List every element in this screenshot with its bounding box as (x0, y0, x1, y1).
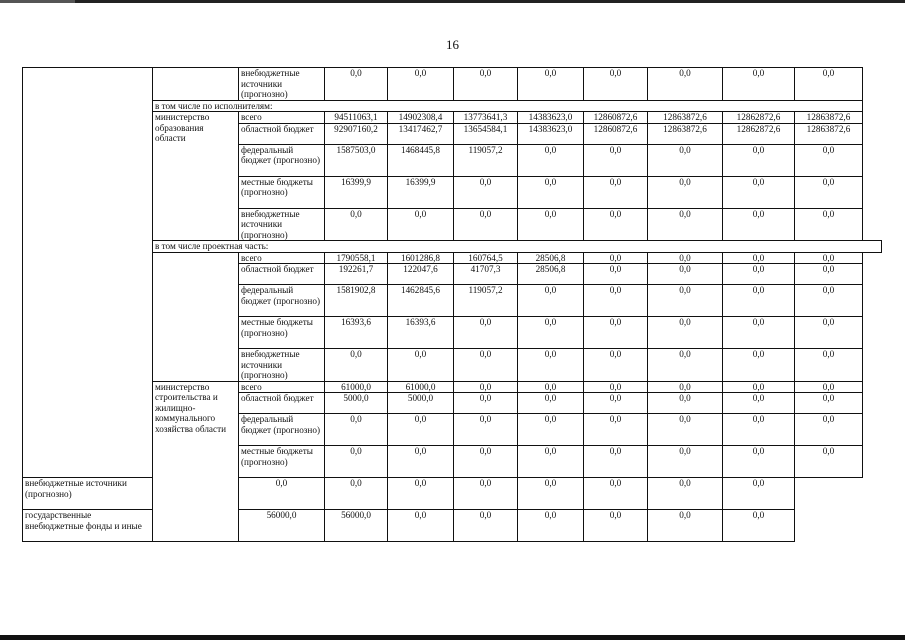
source-label: федеральный бюджет (прогнозно) (239, 414, 325, 446)
value-cell: 0,0 (584, 208, 648, 241)
value-cell: 0,0 (388, 68, 454, 101)
section-executors: в том числе по исполнителям: (153, 100, 863, 112)
value-cell: 0,0 (584, 510, 648, 542)
value-cell: 0,0 (388, 414, 454, 446)
value-cell: 0,0 (723, 446, 795, 478)
budget-table-body (23, 68, 882, 542)
top-border-mark (0, 0, 75, 3)
value-cell: 1790558,1 (325, 252, 388, 264)
value-cell: 0,0 (518, 285, 584, 317)
value-cell: 0,0 (518, 208, 584, 241)
org-project-blank (153, 252, 239, 381)
value-cell: 0,0 (454, 446, 518, 478)
org-ministry-construction: министерство строительства и жилищно-коммунального хозяйства области (153, 381, 239, 542)
value-cell: 0,0 (795, 264, 863, 285)
value-cell: 0,0 (723, 252, 795, 264)
value-cell: 0,0 (795, 285, 863, 317)
value-cell: 0,0 (584, 68, 648, 101)
table-row (23, 68, 882, 101)
value-cell: 0,0 (454, 176, 518, 208)
value-cell: 0,0 (723, 264, 795, 285)
value-cell: 41707,3 (454, 264, 518, 285)
value-cell: 1462845,6 (388, 285, 454, 317)
value-cell: 0,0 (518, 144, 584, 176)
page-number: 16 (446, 37, 459, 52)
value-cell: 0,0 (454, 414, 518, 446)
value-cell: 0,0 (648, 446, 723, 478)
value-cell: 16399,9 (325, 176, 388, 208)
value-cell: 12862872,6 (723, 123, 795, 144)
value-cell: 0,0 (325, 349, 388, 382)
value-cell: 56000,0 (239, 510, 325, 542)
value-cell: 56000,0 (325, 510, 388, 542)
value-cell: 0,0 (723, 68, 795, 101)
value-cell: 0,0 (518, 510, 584, 542)
value-cell: 0,0 (584, 478, 648, 510)
value-cell: 0,0 (648, 478, 723, 510)
value-cell: 0,0 (454, 393, 518, 414)
value-cell: 0,0 (795, 317, 863, 349)
value-cell: 0,0 (584, 446, 648, 478)
value-cell: 0,0 (723, 393, 795, 414)
value-cell: 0,0 (388, 446, 454, 478)
value-cell: 0,0 (795, 176, 863, 208)
value-cell: 0,0 (648, 208, 723, 241)
value-cell: 0,0 (325, 68, 388, 101)
value-cell: 0,0 (648, 264, 723, 285)
blank-org-cell (153, 68, 239, 101)
value-cell: 0,0 (723, 144, 795, 176)
value-cell: 119057,2 (454, 285, 518, 317)
source-label: внебюджетные источники (прогнозно) (239, 208, 325, 241)
value-cell: 0,0 (518, 68, 584, 101)
value-cell: 14383623,0 (518, 112, 584, 124)
value-cell: 0,0 (388, 510, 454, 542)
value-cell: 1601286,8 (388, 252, 454, 264)
value-cell: 0,0 (325, 208, 388, 241)
value-cell: 0,0 (454, 208, 518, 241)
source-label: федеральный бюджет (прогнозно) (239, 285, 325, 317)
value-cell: 28506,8 (518, 252, 584, 264)
value-cell: 0,0 (584, 317, 648, 349)
value-cell: 0,0 (795, 393, 863, 414)
value-cell: 1587503,0 (325, 144, 388, 176)
value-cell: 12863872,6 (795, 123, 863, 144)
value-cell: 0,0 (584, 252, 648, 264)
value-cell: 0,0 (795, 208, 863, 241)
value-cell: 0,0 (454, 510, 518, 542)
value-cell: 0,0 (723, 478, 795, 510)
value-cell: 0,0 (648, 252, 723, 264)
source-label: местные бюджеты (прогнозно) (239, 317, 325, 349)
source-label: внебюджетные источники (прогнозно) (23, 478, 153, 510)
value-cell: 0,0 (454, 478, 518, 510)
value-cell: 14383623,0 (518, 123, 584, 144)
value-cell: 0,0 (795, 381, 863, 393)
value-cell: 0,0 (723, 381, 795, 393)
value-cell: 94511063,1 (325, 112, 388, 124)
value-cell: 12863872,6 (795, 112, 863, 124)
value-cell: 5000,0 (388, 393, 454, 414)
budget-table (22, 67, 882, 542)
value-cell: 0,0 (584, 285, 648, 317)
value-cell: 28506,8 (518, 264, 584, 285)
value-cell: 0,0 (454, 68, 518, 101)
value-cell: 0,0 (795, 349, 863, 382)
top-border-line (0, 0, 905, 3)
value-cell: 0,0 (648, 349, 723, 382)
value-cell: 0,0 (518, 349, 584, 382)
value-cell: 0,0 (584, 144, 648, 176)
source-label: местные бюджеты (прогнозно) (239, 446, 325, 478)
value-cell: 12860872,6 (584, 112, 648, 124)
value-cell: 0,0 (454, 317, 518, 349)
value-cell: 0,0 (325, 478, 388, 510)
value-cell: 0,0 (723, 414, 795, 446)
value-cell: 12860872,6 (584, 123, 648, 144)
value-cell: 1581902,8 (325, 285, 388, 317)
source-label: федеральный бюджет (прогнозно) (239, 144, 325, 176)
value-cell: 0,0 (648, 317, 723, 349)
value-cell: 0,0 (723, 349, 795, 382)
value-cell: 0,0 (388, 478, 454, 510)
value-cell: 0,0 (795, 252, 863, 264)
value-cell: 0,0 (518, 176, 584, 208)
value-cell: 13654584,1 (454, 123, 518, 144)
value-cell: 0,0 (325, 446, 388, 478)
value-cell: 0,0 (518, 446, 584, 478)
value-cell: 0,0 (648, 68, 723, 101)
value-cell: 13417462,7 (388, 123, 454, 144)
value-cell: 0,0 (648, 381, 723, 393)
value-cell: 122047,6 (388, 264, 454, 285)
value-cell: 0,0 (723, 510, 795, 542)
section-project-part: в том числе проектная часть: (153, 241, 882, 253)
blank-first-column (23, 68, 153, 478)
value-cell: 12862872,6 (723, 112, 795, 124)
value-cell: 0,0 (584, 349, 648, 382)
source-label: областной бюджет (239, 393, 325, 414)
value-cell: 0,0 (325, 414, 388, 446)
value-cell: 0,0 (518, 381, 584, 393)
value-cell: 92907160,2 (325, 123, 388, 144)
source-label: внебюджетные источники (прогнозно) (239, 68, 325, 101)
value-cell: 0,0 (648, 393, 723, 414)
value-cell: 0,0 (518, 317, 584, 349)
value-cell: 0,0 (723, 208, 795, 241)
org-ministry-education: министерство образования области (153, 112, 239, 241)
value-cell: 0,0 (723, 285, 795, 317)
value-cell: 0,0 (584, 381, 648, 393)
value-cell: 14902308,4 (388, 112, 454, 124)
value-cell: 0,0 (648, 285, 723, 317)
value-cell: 160764,5 (454, 252, 518, 264)
value-cell: 16399,9 (388, 176, 454, 208)
value-cell: 0,0 (518, 478, 584, 510)
value-cell: 0,0 (648, 176, 723, 208)
source-label: государственные внебюджетные фонды и иные (23, 510, 153, 542)
source-label: областной бюджет (239, 264, 325, 285)
value-cell: 192261,7 (325, 264, 388, 285)
value-cell: 0,0 (723, 176, 795, 208)
value-cell: 13773641,3 (454, 112, 518, 124)
value-cell: 0,0 (388, 349, 454, 382)
value-cell: 0,0 (584, 414, 648, 446)
value-cell: 0,0 (648, 510, 723, 542)
source-label: всего (239, 112, 325, 124)
value-cell: 12863872,6 (648, 112, 723, 124)
value-cell: 61000,0 (388, 381, 454, 393)
value-cell: 0,0 (584, 264, 648, 285)
value-cell: 0,0 (239, 478, 325, 510)
table-row (23, 510, 882, 542)
bottom-border-line (0, 635, 905, 640)
value-cell: 0,0 (388, 208, 454, 241)
value-cell: 0,0 (584, 393, 648, 414)
source-label: внебюджетные источники (прогнозно) (239, 349, 325, 382)
value-cell: 0,0 (795, 414, 863, 446)
value-cell: 1468445,8 (388, 144, 454, 176)
value-cell: 0,0 (795, 68, 863, 101)
value-cell: 5000,0 (325, 393, 388, 414)
table-row (23, 478, 882, 510)
value-cell: 0,0 (795, 144, 863, 176)
value-cell: 119057,2 (454, 144, 518, 176)
value-cell: 0,0 (723, 317, 795, 349)
value-cell: 61000,0 (325, 381, 388, 393)
value-cell: 16393,6 (388, 317, 454, 349)
value-cell: 0,0 (648, 414, 723, 446)
value-cell: 0,0 (584, 176, 648, 208)
source-label: местные бюджеты (прогнозно) (239, 176, 325, 208)
value-cell: 0,0 (518, 393, 584, 414)
source-label: всего (239, 252, 325, 264)
value-cell: 0,0 (518, 414, 584, 446)
source-label: областной бюджет (239, 123, 325, 144)
value-cell: 12863872,6 (648, 123, 723, 144)
value-cell: 0,0 (454, 349, 518, 382)
value-cell: 16393,6 (325, 317, 388, 349)
source-label: всего (239, 381, 325, 393)
value-cell: 0,0 (795, 446, 863, 478)
value-cell: 0,0 (454, 381, 518, 393)
value-cell: 0,0 (648, 144, 723, 176)
